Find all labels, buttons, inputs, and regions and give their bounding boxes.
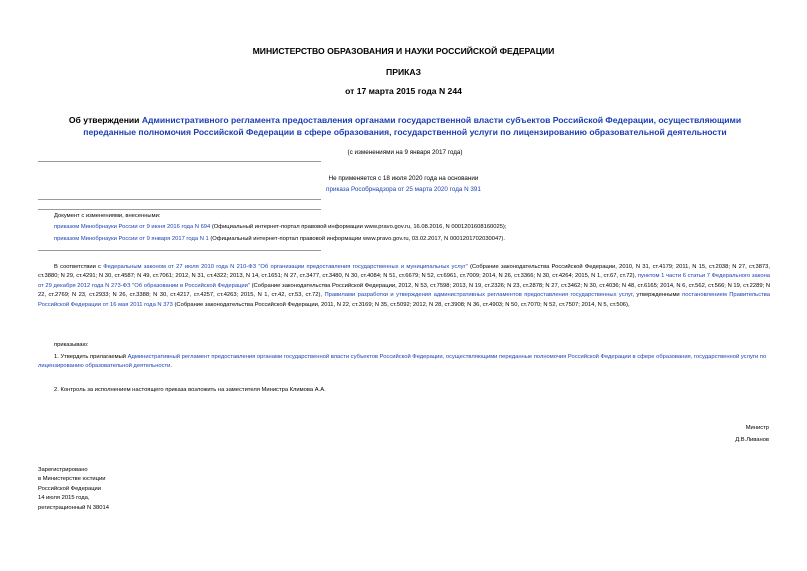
rules-link[interactable]: Правилами разработки и утверждения административных регламентов предоставления государственных услуг [324,292,633,299]
registration-line: Российской Федерации [38,485,102,492]
registration-line: 14 июля 2015 года, [38,495,90,502]
regulation-link[interactable]: Административный регламент предоставления органами государственной власти субъектов Российской Федерации, осуществляющими переданные полномочия Российской Федерации в сфере образования, государственной услуги по лицензированию образовательной деятельности [38,354,767,370]
registration-block [38,466,109,513]
change-link[interactable]: приказом Минобрнауки России от 9 января 2017 года N 1 [54,236,209,242]
preamble-text: (Собрание законодательства Российской Федерации, 2010, N 31, ст.4179; 2011, N 15, ст.2038; N 27, ст.3873, ст.3880; N 29, ст.4291; N 30, ст.4587; N 49, ст.7061; 2012, N 31, ст.4322; 2013, N 14, ст.1651; N 27, ст.3477, ст.3480, N 30, ст.4084; N 51, ст.6679; N 52, ст.6961, ст.7009; 2014, N 26, ст.3366; N 30, ст.4264; 2015, N 1, ст.67, ст.72), [38,264,770,280]
preamble-text: (Собрание законодательства Российской Федерации, 2012, N 53, ст.7598; 2013, N 19, ст.2326; N 23, ст.2878; N 27, ст.3462; N 30, ст.4036; N 48, ст.6165; 2014, N 6, ст.562, ст.566; N 19, ст.2289; N 22, ст.2769; N 23, ст.2933; N 26, ст.3388; N 30, ст.4217, ст.4257, ст.4263; 2015, N 1, ст.42, ст.53, ст.72), [38,282,771,299]
doc-date-heading: от 17 марта 2015 года N 244 [345,86,462,96]
preamble-text: (Собрание законодательства Российской Федерации, 2011, N 22, ст.3169; N 35, ст.5092; 2012, N 28, ст.3908; N 36, ст.4903; N 50, ст.7070; N 52, ст.7507; 2014, N 5, ст.506), [172,301,630,308]
registration-line: в Министерстве юстиции [38,476,106,483]
resolution-373-link[interactable]: постановлением Правительства Российской Федерации от 16 мая 2011 года N 373 [38,292,770,308]
divider [38,209,321,210]
change-details: (Официальный интернет-портал правовой информации www.pravo.gov.ru, 03.02.2017, N 0001201702030047). [208,236,505,242]
divider [38,250,321,251]
regulation-title-link[interactable]: Административного регламента предоставления органами государственной власти субъектов Российской Федерации, осуществляющими переданные полномочия Российской Федерации в сфере образования, государственной услуги по лицензированию образовательной деятельности [83,115,742,137]
status-line: Не применяется с 18 июля 2020 года на основании [328,175,479,182]
edition-note: (с изменениями на 9 января 2017 года) [347,149,463,156]
order-item-1 [38,353,770,372]
preamble-text: В соответствии с [54,264,104,270]
law-210-link[interactable]: Федеральным законом от 27 июля 2010 года N 210-ФЗ "Об организации предоставления государственных и муниципальных услуг" [103,264,468,270]
changes-heading: Документ с изменениями, внесенными: [54,213,161,219]
document-title [52,114,758,138]
signature-position: Министр [745,425,769,431]
change-details: (Официальный интернет-портал правовой информации www.pravo.gov.ru, 16.08.2016, N 0001201608160025); [210,224,507,230]
registration-line: регистрационный N 38014 [38,504,109,511]
preamble-text: , утвержденными [632,292,683,299]
registration-line: Зарегистрировано [38,467,88,473]
item-text: . [170,363,173,370]
doc-type-heading: ПРИКАЗ [386,67,421,77]
ministry-heading: МИНИСТЕРСТВО ОБРАЗОВАНИЯ И НАУКИ РОССИЙСКОЙ ФЕДЕРАЦИИ [252,46,555,56]
change-link[interactable]: приказом Минобрнауки России от 9 июня 2016 года N 694 [54,224,211,230]
change-item [54,223,774,232]
title-prefix: Об утверждении [68,115,142,125]
order-item-2: 2. Контроль за исполнением настоящего приказа возложить на заместителя Министра Климова А.А. [54,387,326,393]
change-item [54,235,774,244]
signature-name: Д.В.Ливанов [735,437,769,443]
law-273-link[interactable]: пунктом 1 части 6 статьи 7 Федерального закона от 29 декабря 2012 года N 273-ФЗ "Об образовании в Российской Федерации" [38,273,770,289]
divider [38,199,321,200]
divider [38,161,321,162]
preamble-paragraph [38,263,770,310]
status-link[interactable]: приказа Рособрнадзора от 25 марта 2020 года N 391 [326,186,481,193]
order-word: приказываю: [54,342,89,348]
item-text: 1. Утвердить прилагаемый [54,354,128,360]
